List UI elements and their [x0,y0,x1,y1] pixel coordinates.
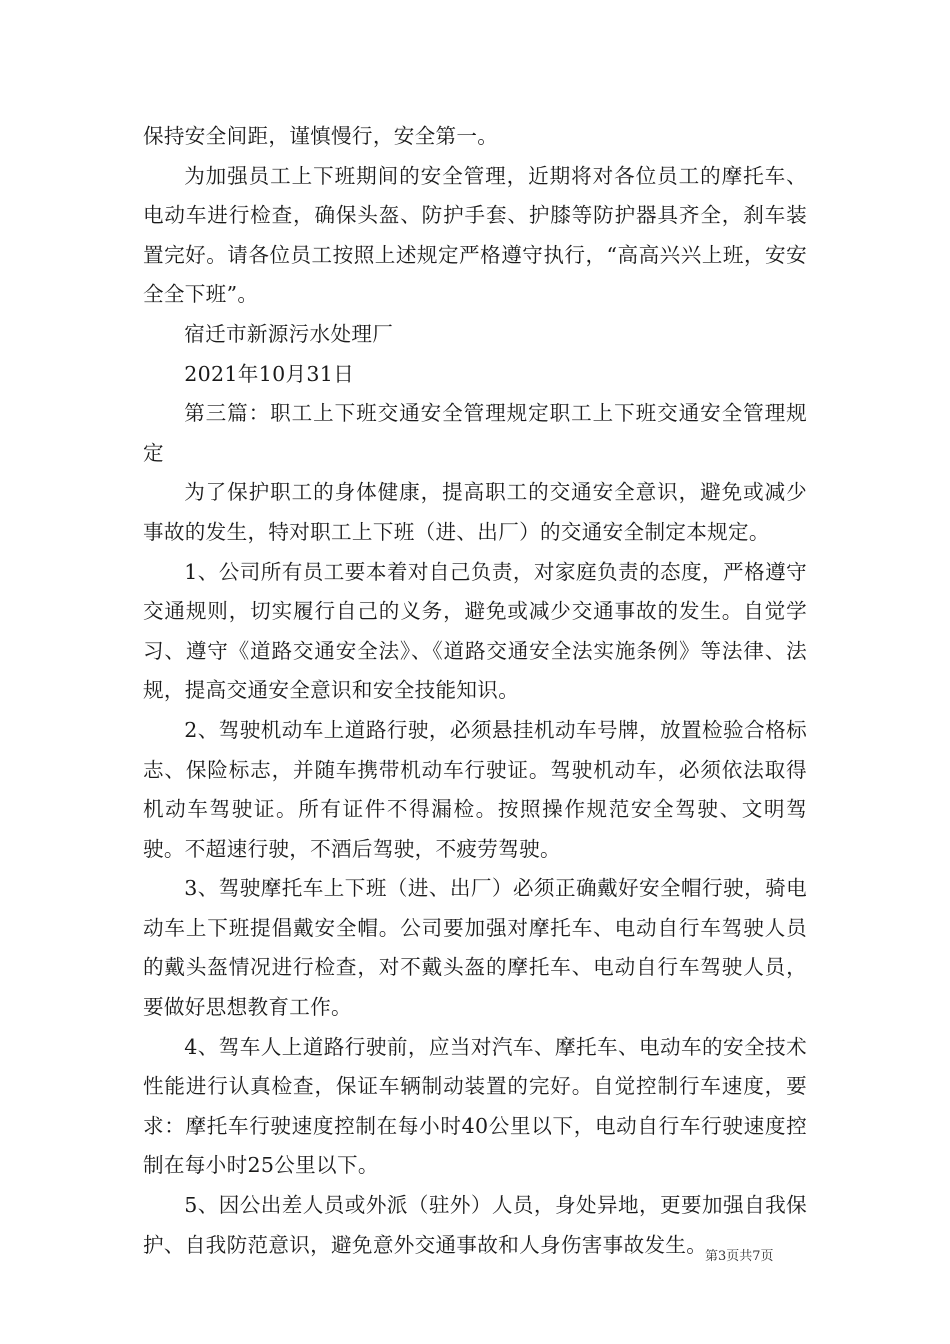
section-heading: 第三篇：职工上下班交通安全管理规定职工上下班交通安全管理规定 [143,401,807,465]
rule-item-5: 5、因公出差人员或外派（驻外）人员，身处异地，更要加强自我保护、自我防范意识，避免意外交通事故和人身伤害事故发生。 [143,1193,807,1257]
page-number-footer: 第3页共7页 [705,1249,774,1264]
signature-organization: 宿迁市新源污水处理厂 [184,321,394,346]
rule-item-4: 4、驾车人上道路行驶前，应当对汽车、摩托车、电动车的安全技术性能进行认真检查，保证车辆制动装置的完好。自觉控制行车速度，要求：摩托车行驶速度控制在每小时40公里以下，电动自行车行驶速度控制在每小时25公里以下。 [143,1034,807,1178]
signature-date: 2021年10月31日 [184,361,355,386]
rule-item-2: 2、驾驶机动车上道路行驶，必须悬挂机动车号牌，放置检验合格标志、保险标志，并随车携带机动车行驶证。驾驶机动车，必须依法取得机动车驾驶证。所有证件不得漏检。按照操作规范安全驾驶、文明驾驶。不超速行驶，不酒后驾驶，不疲劳驾驶。 [143,717,807,861]
rule-item-1: 1、公司所有员工要本着对自己负责，对家庭负责的态度，严格遵守交通规则，切实履行自己的义务，避免或减少交通事故的发生。自觉学习、遵守《道路交通安全法》、《道路交通安全法实施条例》等法律、法规，提高交通安全意识和安全技能知识。 [143,559,807,703]
document-body [143,117,807,1265]
rule-item-3: 3、驾驶摩托车上下班（进、出厂）必须正确戴好安全帽行驶，骑电动车上下班提倡戴安全帽。公司要加强对摩托车、电动自行车驾驶人员的戴头盔情况进行检查，对不戴头盔的摩托车、电动自行车驾驶人员，要做好思想教育工作。 [143,876,807,1020]
paragraph-purpose: 为了保护职工的身体健康，提高职工的交通安全意识，避免或减少事故的发生，特对职工上下班（进、出厂）的交通安全制定本规定。 [143,480,807,544]
paragraph-inspection-notice: 为加强员工上下班期间的安全管理，近期将对各位员工的摩托车、电动车进行检查，确保头盔、防护手套、护膝等防护器具齐全，刹车装置完好。请各位员工按照上述规定严格遵守执行，“高高兴兴上班，安安全全下班”。 [143,163,807,307]
paragraph-continuation: 保持安全间距，谨慎慢行，安全第一。 [143,124,499,148]
